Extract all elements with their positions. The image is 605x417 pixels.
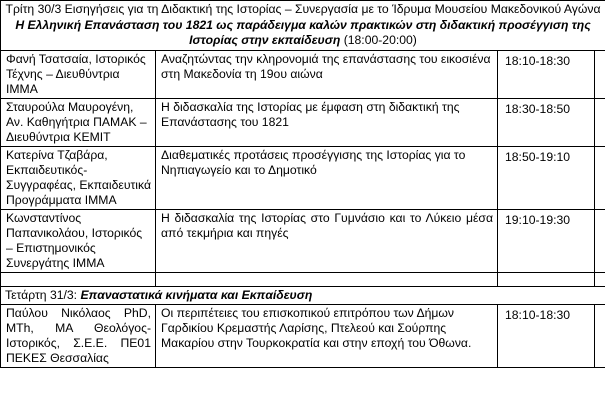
spacer-cell	[595, 209, 605, 272]
table-row	[1, 98, 605, 146]
spacer-cell	[595, 98, 605, 146]
time-cell: 18:50-19:10	[498, 146, 595, 209]
day-title: Επαναστατικά κινήματα και Εκπαίδευση	[80, 287, 313, 302]
spacer-cell	[498, 272, 595, 286]
spacer-cell	[1, 272, 156, 286]
speaker-cell: Κατερίνα Τζαβάρα, Εκπαιδευτικός-Συγγραφέας, Εκπαιδευτικά Προγράμματα ΙΜΜΑ	[1, 146, 156, 209]
speaker-cell: Παύλου Νικόλαος PhD, MTh, MA Θεολόγος-Ιστορικός, Σ.Ε.Ε. ΠΕ01 ΠΕΚΕΣ Θεσσαλίας	[1, 304, 156, 367]
spacer-cell	[595, 50, 605, 98]
table-row	[1, 146, 605, 209]
speaker-cell: Φανή Τσατσαία, Ιστορικός Τέχνης – Διευθύντρια ΙΜΜΑ	[1, 50, 156, 98]
session-header-row	[1, 1, 605, 51]
topic-cell: Διαθεματικές προτάσεις προσέγγισης της Ιστορίας για το Νηπιαγωγείο και το Δημοτικό	[156, 146, 498, 209]
spacer-cell	[595, 304, 605, 367]
spacer-cell	[156, 272, 498, 286]
speaker-cell: Σταυρούλα Μαυρογένη, Αν. Καθηγήτρια ΠΑΜΑΚ – Διευθύντρια ΚΕΜΙΤ	[1, 98, 156, 146]
topic-cell: Η διδασκαλία της Ιστορίας με έμφαση στη διδακτική της Επανάστασης του 1821	[156, 98, 498, 146]
session-header-intro: Τρίτη 30/3 Εισηγήσεις για τη Διδακτική της Ιστορίας – Συνεργασία με το Ίδρυμα Μουσείου Μακεδονικού Αγώνα	[5, 2, 601, 16]
table-row	[1, 209, 605, 272]
session-header	[1, 1, 605, 51]
table-row	[1, 50, 605, 98]
day-header-row	[1, 286, 605, 304]
spacer-cell	[595, 272, 605, 286]
session-title: Η Ελληνική Επανάσταση του 1821 ως παράδειγμα καλών πρακτικών στη διδακτική προσέγγιση της Ιστορίας στην εκπαίδευση	[15, 17, 591, 47]
time-cell: 18:30-18:50	[498, 98, 595, 146]
day-header	[1, 286, 605, 304]
table-row	[1, 304, 605, 367]
speaker-cell: Κωνσταντίνος Παπανικολάου, Ιστορικός – Επιστημονικός Συνεργάτης ΙΜΜΑ	[1, 209, 156, 272]
time-cell: 18:10-18:30	[498, 304, 595, 367]
day-label: Τετάρτη 31/3:	[5, 287, 78, 302]
time-cell: 18:10-18:30	[498, 50, 595, 98]
time-cell: 19:10-19:30	[498, 209, 595, 272]
topic-cell: Αναζητώντας την κληρονομιά της επανάστασης του εικοσιένα στη Μακεδονία τη 19ου αιώνα	[156, 50, 498, 98]
session-time: (18:00-20:00)	[343, 33, 417, 47]
spacer-row	[1, 272, 605, 286]
topic-cell: Η διδασκαλία της Ιστορίας στο Γυμνάσιο και το Λύκειο μέσα από τεκμήρια και πηγές	[156, 209, 498, 272]
topic-cell: Οι περιπέτειες του επισκοπικού επιτρόπου των Δήμων Γαρδικίου Κρεμαστής Λαρίσης, Πτελεού και Σούρπης Μακαρίου στην Τουρκοκρατία και στην εποχή του Όθωνα.	[156, 304, 498, 367]
spacer-cell	[595, 146, 605, 209]
